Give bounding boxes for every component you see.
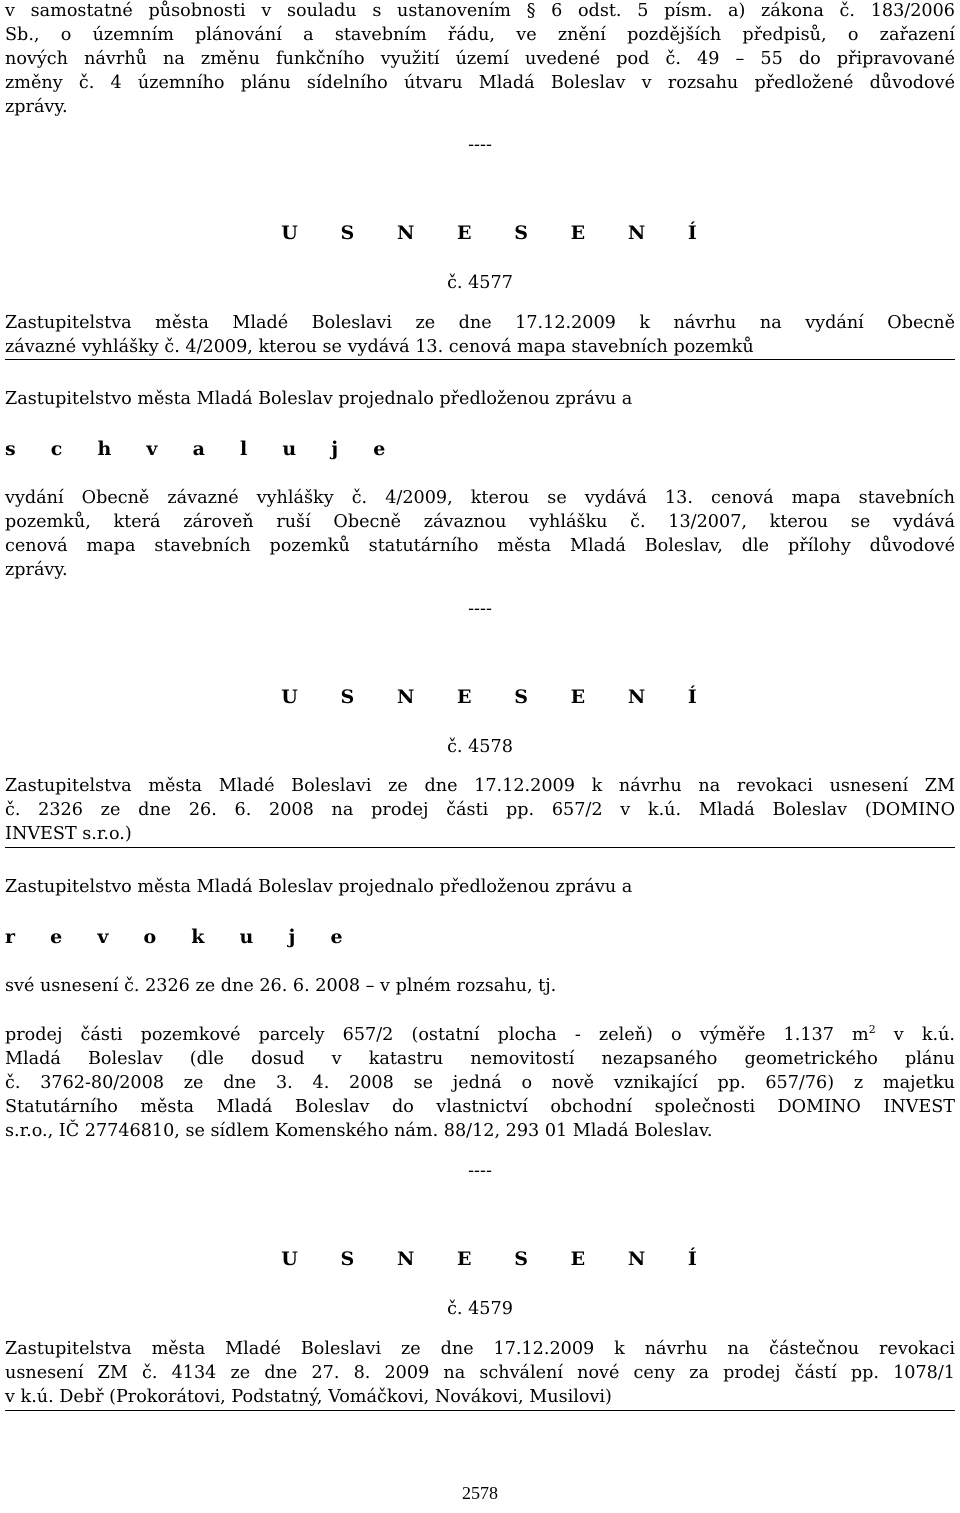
resolution-subject-line: Zastupitelstva města Mladé Boleslavi ze dne 17.12.2009 k návrhu na částečnou revokaci (5, 1339, 955, 1359)
resolution-subject-line: v k.ú. Debř (Prokorátovi, Podstatný, Vomáčkovi, Novákovi, Musilovi) (5, 1387, 612, 1407)
resolution-body-line: Mladá Boleslav (dle dosud v katastru nemovitostí nezapsaného geometrického plánu (5, 1049, 955, 1069)
resolution-preamble: Zastupitelstvo města Mladá Boleslav projednalo předloženou zprávu a (5, 877, 633, 897)
intro-line: zprávy. (5, 97, 68, 117)
resolution-subject-line: usnesení ZM č. 4134 ze dne 27. 8. 2009 na schválení nové ceny za prodej částí pp. 1078/1 (5, 1363, 955, 1383)
resolution-number: č. 4579 (447, 1299, 513, 1319)
intro-line: Sb., o územním plánování a stavebním řádu, ve znění pozdějších předpisů, o zařazení (5, 25, 955, 45)
resolution-body-line: zprávy. (5, 560, 68, 580)
resolution-body-line: své usnesení č. 2326 ze dne 26. 6. 2008 – v plném rozsahu, tj. (5, 976, 557, 996)
resolution-number: č. 4578 (447, 737, 513, 757)
resolution-heading: U S N E S E N Í (281, 1248, 715, 1270)
subject-underline (5, 359, 955, 360)
resolution-body-line: cenová mapa stavebních pozemků statutárního města Mladá Boleslav, dle přílohy důvodové (5, 536, 955, 556)
resolution-verb: r e v o k u j e (5, 926, 357, 948)
resolution-body-line: s.r.o., IČ 27746810, se sídlem Komenského nám. 88/12, 293 01 Mladá Boleslav. (5, 1121, 713, 1141)
resolution-body-line: pozemků, která zároveň ruší Obecně závaznou vyhlášku č. 13/2007, kterou se vydává (5, 512, 955, 532)
page-number: 2578 (462, 1483, 498, 1503)
subject-underline (5, 1410, 955, 1411)
area-text: prodej části pozemkové parcely 657/2 (ostatní plocha - zeleň) o výměře 1.137 m (5, 1025, 869, 1045)
area-unit-exponent: 2 (868, 1023, 876, 1037)
separator: ---- (468, 599, 492, 619)
intro-line: v samostatné působnosti v souladu s ustanovením § 6 odst. 5 písm. a) zákona č. 183/2006 (5, 1, 955, 21)
resolution-body-line: vydání Obecně závazné vyhlášky č. 4/2009, kterou se vydává 13. cenová mapa stavebních (5, 488, 955, 508)
resolution-subject-line: č. 2326 ze dne 26. 6. 2008 na prodej části pp. 657/2 v k.ú. Mladá Boleslav (DOMINO (5, 800, 955, 820)
resolution-number: č. 4577 (447, 273, 513, 293)
subject-underline (5, 847, 955, 848)
resolution-subject-line: závazné vyhlášky č. 4/2009, kterou se vydává 13. cenová mapa stavebních pozemků (5, 337, 754, 357)
resolution-heading: U S N E S E N Í (281, 222, 715, 244)
resolution-verb: s c h v a l u j e (5, 438, 400, 460)
resolution-subject-line: INVEST s.r.o.) (5, 824, 132, 844)
resolution-subject-line: Zastupitelstva města Mladé Boleslavi ze dne 17.12.2009 k návrhu na vydání Obecně (5, 313, 955, 333)
resolution-preamble: Zastupitelstvo města Mladá Boleslav projednalo předloženou zprávu a (5, 389, 633, 409)
resolution-body-area-line (5, 1024, 955, 1046)
resolution-heading: U S N E S E N Í (281, 686, 715, 708)
intro-line: nových návrhů na změnu funkčního využití území uvedené pod č. 49 – 55 do připravované (5, 49, 955, 69)
resolution-subject-line: Zastupitelstva města Mladé Boleslavi ze dne 17.12.2009 k návrhu na revokaci usnesení ZM (5, 776, 955, 796)
resolution-body-line: č. 3762-80/2008 ze dne 3. 4. 2008 se jedná o nově vznikající pp. 657/76) z majetku (5, 1073, 955, 1093)
intro-line: změny č. 4 územního plánu sídelního útvaru Mladá Boleslav v rozsahu předložené důvodové (5, 73, 955, 93)
area-text-after: v k.ú. (875, 1025, 955, 1045)
resolution-body-line: Statutárního města Mladá Boleslav do vlastnictví obchodní společnosti DOMINO INVEST (5, 1097, 955, 1117)
separator: ---- (468, 135, 492, 155)
separator: ---- (468, 1161, 492, 1181)
